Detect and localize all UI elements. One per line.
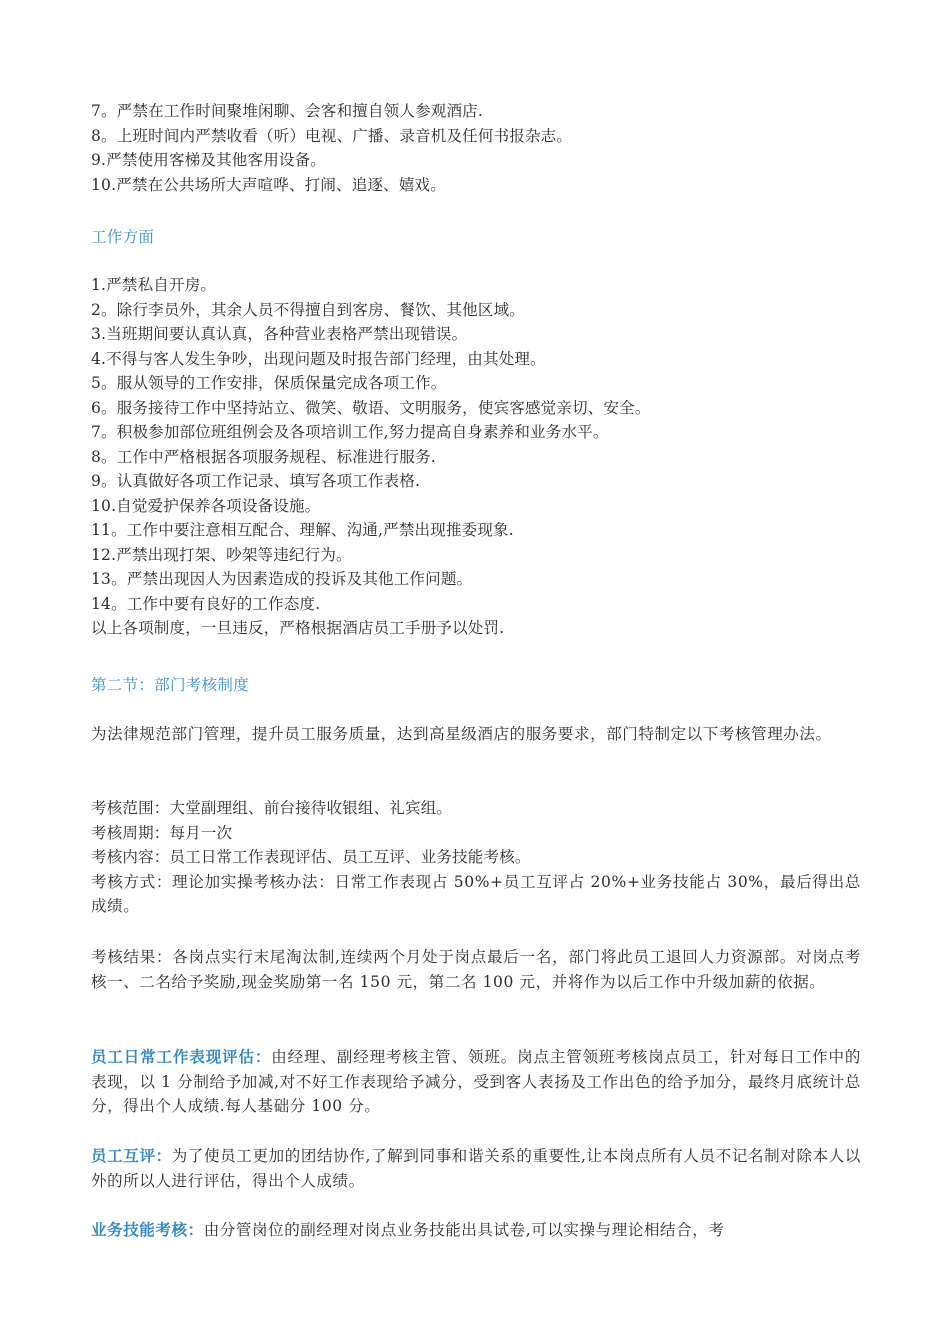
list-item: 5。服从领导的工作安排，保质保量完成各项工作。	[91, 374, 447, 392]
list-item: 3.当班期间要认真认真，各种营业表格严禁出现错误。	[91, 325, 468, 343]
assessment-result: 考核结果：各岗点实行末尾淘汰制,连续两个月处于岗点最后一名，部门将此员工退回人力资源部。对岗点考核一、二名给予奖励,现金奖励第一名 150 元，第二名 100 元，并将作为以后工作中升级加薪的依据。	[91, 948, 861, 991]
assessment-details	[91, 796, 861, 919]
skill-assessment-paragraph	[91, 1218, 861, 1243]
list-item: 4.不得与客人发生争吵，出现问题及时报告部门经理，由其处理。	[91, 349, 546, 368]
list-item: 10.严禁在公共场所大声喧哗、打闹、追逐、嬉戏。	[91, 175, 446, 194]
list-item: 11。工作中要注意相互配合、理解、沟通,严禁出现推委现象.	[91, 521, 514, 539]
rules-top-list	[91, 99, 861, 197]
skill-assessment-text: 由分管岗位的副经理对岗点业务技能出具试卷,可以实操与理论相结合，考	[203, 1221, 725, 1239]
list-item: 9.严禁使用客梯及其他客用设备。	[91, 151, 326, 169]
list-item: 8。上班时间内严禁收看（听）电视、广播、录音机及任何书报杂志。	[91, 126, 573, 145]
closing-note: 以上各项制度，一旦违反，严格根据酒店员工手册予以处罚.	[91, 619, 505, 637]
work-section-heading: 工作方面	[91, 228, 155, 246]
assessment-content: 考核内容：员工日常工作表现评估、员工互评、业务技能考核。	[91, 848, 531, 866]
list-item: 2。除行李员外，其余人员不得擅自到客房、餐饮、其他区域。	[91, 300, 525, 319]
list-item: 10.自觉爱护保养各项设备设施。	[91, 496, 321, 515]
list-item: 7。积极参加部位班组例会及各项培训工作,努力提高自身素养和业务水平。	[91, 423, 609, 441]
list-item: 8。工作中严格根据各项服务规程、标准进行服务.	[91, 447, 436, 466]
peer-review-paragraph	[91, 1144, 861, 1193]
list-item: 7。严禁在工作时间聚堆闲聊、会客和擅自领人参观酒店.	[91, 102, 483, 120]
peer-review-label: 员工互评：	[91, 1146, 172, 1165]
list-item: 14。工作中要有良好的工作态度.	[91, 594, 321, 613]
list-item: 6。服务接待工作中坚持站立、微笑、敬语、文明服务，使宾客感觉亲切、安全。	[91, 398, 651, 417]
assessment-method: 考核方式：理论加实操考核办法：日常工作表现占 50%+员工互评占 20%+业务技能占 30%，最后得出总成绩。	[91, 872, 861, 915]
peer-review-text: 为了使员工更加的团结协作,了解到同事和谐关系的重要性,让本岗点所有人员不记名制对除本人以外的所以人进行评估，得出个人成绩。	[91, 1147, 861, 1190]
work-rules-list	[91, 273, 861, 641]
list-item: 13。严禁出现因人为因素造成的投诉及其他工作问题。	[91, 570, 473, 588]
assessment-cycle: 考核周期：每月一次	[91, 823, 233, 842]
skill-assessment-label: 业务技能考核：	[91, 1220, 204, 1239]
list-item: 1.严禁私自开房。	[91, 276, 217, 294]
assessment-scope: 考核范围：大堂副理组、前台接待收银组、礼宾组。	[91, 799, 453, 817]
daily-evaluation-label: 员工日常工作表现评估：	[91, 1047, 272, 1066]
daily-evaluation-paragraph	[91, 1045, 861, 1119]
list-item: 12.严禁出现打架、吵架等违纪行为。	[91, 545, 352, 564]
list-item: 9。认真做好各项工作记录、填写各项工作表格.	[91, 472, 421, 490]
daily-evaluation-text: 由经理、副经理考核主管、领班。岗点主管领班考核岗点员工，针对每日工作中的表现，以 1 分制给予加减,对不好工作表现给予减分，受到客人表扬及工作出色的给予加分，最终月底统计总分，得出个人成绩.每人基础分 100 分。	[91, 1048, 861, 1115]
section2-heading: 第二节：部门考核制度	[91, 676, 250, 694]
section2-intro: 为法律规范部门管理，提升员工服务质量，达到高星级酒店的服务要求，部门特制定以下考核管理办法。	[91, 725, 832, 743]
